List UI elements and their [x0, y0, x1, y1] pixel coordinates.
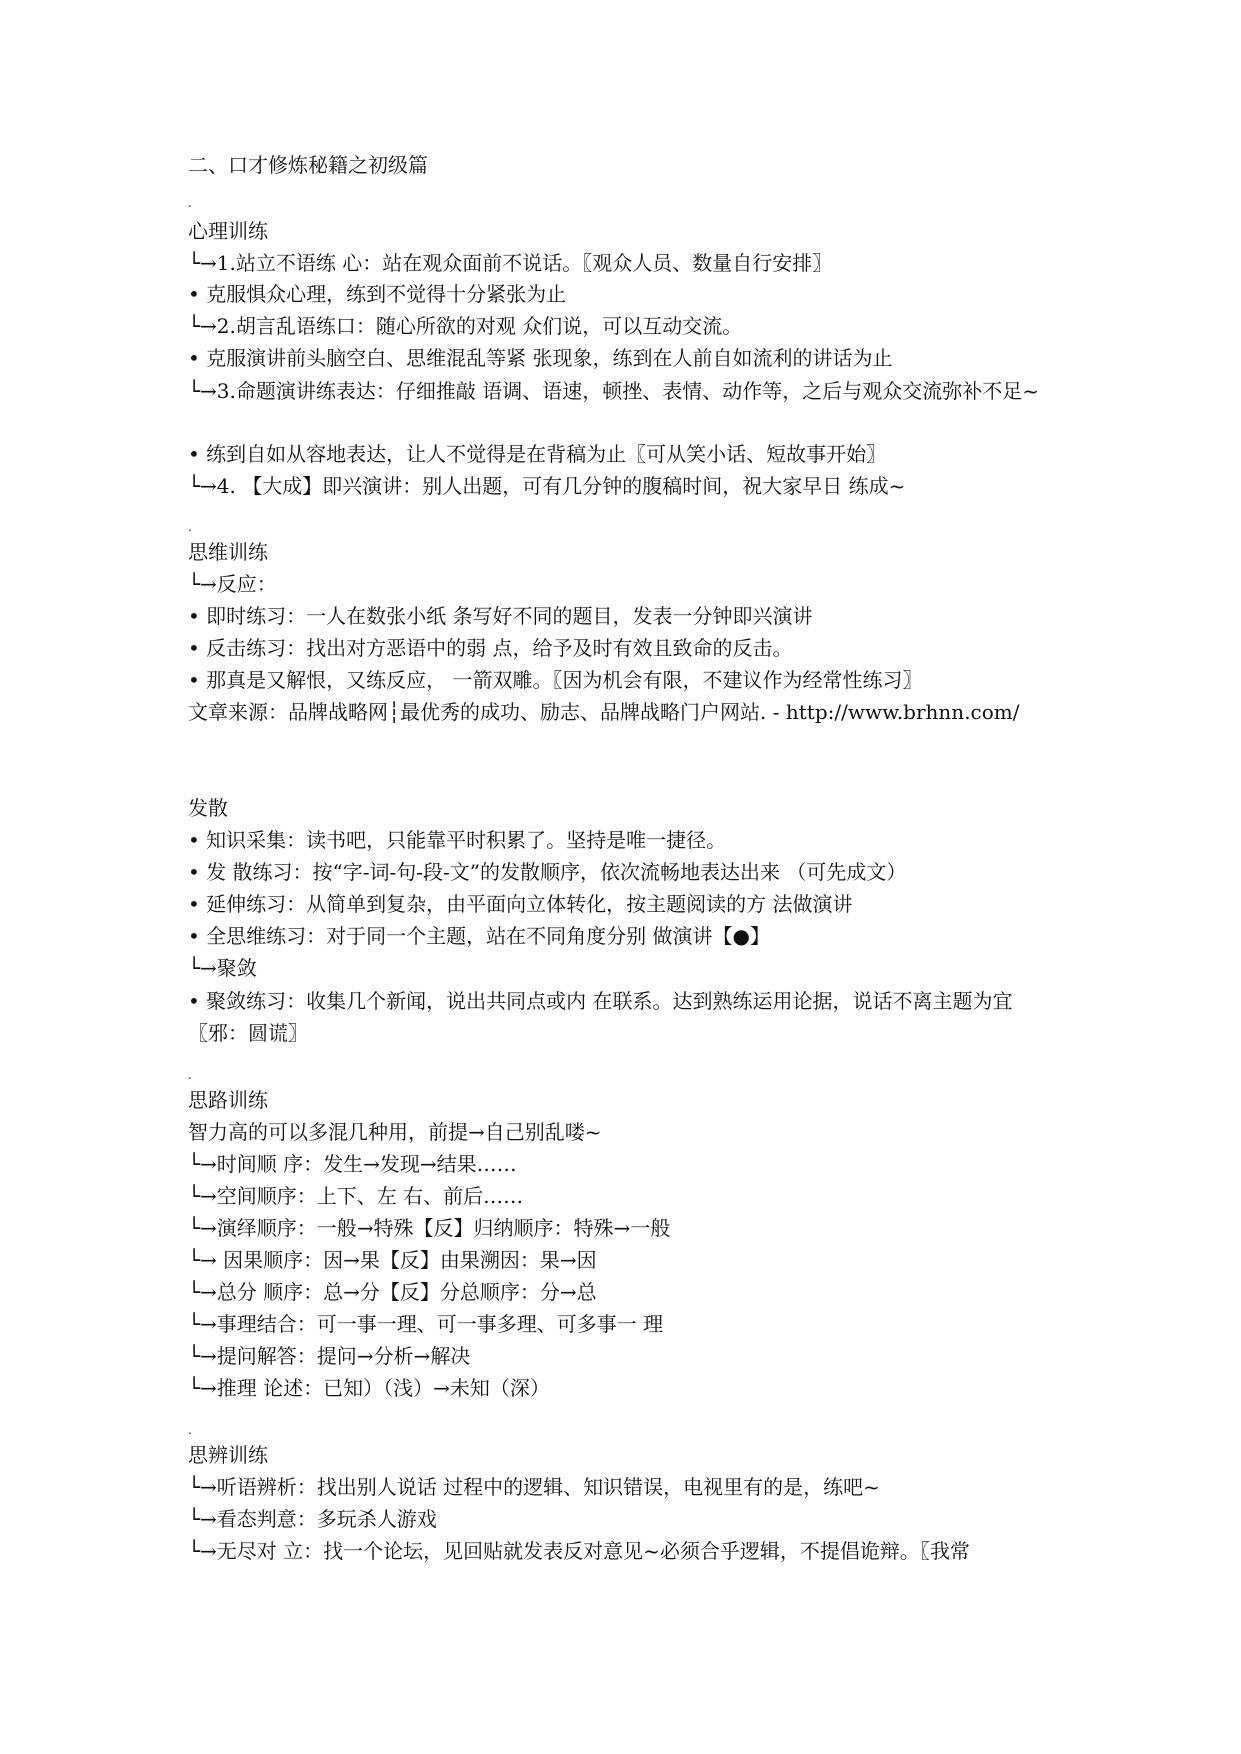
text-line: └→无尽对 立：找一个论坛，见回贴就发表反对意见~必须合乎逻辑，不提倡诡辩。〖我常 — [188, 1539, 970, 1563]
text-line: └→总分 顺序：总→分【反】分总顺序：分→总 — [188, 1280, 597, 1304]
text-line: └→反应： — [188, 572, 277, 596]
heading-logic: 思路训练 — [188, 1088, 268, 1112]
bullet-line: • 克服演讲前头脑空白、思维混乱等紧 张现象，练到在人前自如流利的讲话为止 — [188, 346, 893, 370]
separator-dot: . — [188, 196, 192, 210]
text-line: └→时间顺 序：发生→发现→结果…… — [188, 1152, 517, 1176]
bullet-line: • 发 散练习：按“字-词-句-段-文”的发散顺序，依次流畅地表达出来 （可先成文） — [188, 860, 907, 884]
heading-psychology: 心理训练 — [188, 219, 268, 243]
bullet-line: • 练到自如从容地表达，让人不觉得是在背稿为止〖可从笑小话、短故事开始〗 — [188, 442, 887, 466]
text-line: └→推理 论述：已知）（浅）→未知（深） — [188, 1376, 550, 1400]
separator-dot: . — [188, 1423, 192, 1437]
text-line: └→事理结合：可一事一理、可一事多理、可多事一 理 — [188, 1312, 664, 1336]
text-line: 智力高的可以多混几种用，前提→自己别乱喽~ — [188, 1120, 602, 1144]
bullet-line: • 知识采集：读书吧，只能靠平时积累了。坚持是唯一捷径。 — [188, 828, 727, 852]
section-title: 二、口才修炼秘籍之初级篇 — [188, 153, 428, 177]
text-line: └→3.命题演讲练表达：仔细推敲 语调、语速，顿挫、表情、动作等，之后与观众交流弥补不足~ — [188, 379, 1039, 403]
heading-divergent: 发散 — [188, 796, 228, 820]
source-line: 文章来源：品牌战略网┆最优秀的成功、励志、品牌战略门户网站. - http://www.brhnn.com/ — [188, 700, 1020, 724]
text-line: └→1.站立不语练 心：站在观众面前不说话。〖观众人员、数量自行安排〗 — [188, 251, 833, 275]
bullet-line: • 反击练习：找出对方恶语中的弱 点，给予及时有效且致命的反击。 — [188, 636, 793, 660]
text-line: └→看态判意：多玩杀人游戏 — [188, 1507, 437, 1531]
bullet-line: • 延伸练习：从简单到复杂，由平面向立体转化，按主题阅读的方 法做演讲 — [188, 892, 853, 916]
separator-dot: . — [188, 1068, 192, 1082]
text-line: └→ 因果顺序：因→果【反】由果溯因：果→因 — [188, 1248, 597, 1272]
separator-dot: . — [188, 520, 192, 534]
text-line: └→提问解答：提问→分析→解决 — [188, 1344, 471, 1368]
heading-thinking: 思维训练 — [188, 540, 268, 564]
text-line: └→空间顺序：上下、左 右、前后…… — [188, 1184, 524, 1208]
bullet-line: • 聚敛练习：收集几个新闻，说出共同点或内 在联系。达到熟练运用论据，说话不离主题为宜〖邪：圆谎〗 — [188, 989, 1013, 1045]
bullet-line: • 即时练习：一人在数张小纸 条写好不同的题目，发表一分钟即兴演讲 — [188, 604, 813, 628]
heading-debate: 思辨训练 — [188, 1443, 268, 1467]
text-line: └→聚敛 — [188, 956, 257, 980]
bullet-line: • 克服惧众心理，练到不觉得十分紧张为止 — [188, 282, 567, 306]
text-line: └→演绎顺序：一般→特殊【反】归纳顺序：特殊→一般 — [188, 1216, 671, 1240]
bullet-line: • 那真是又解恨，又练反应， 一箭双雕。〖因为机会有限，不建议作为经常性练习〗 — [188, 668, 923, 692]
text-line: └→听语辨析：找出别人说话 过程中的逻辑、知识错误，电视里有的是，练吧~ — [188, 1475, 880, 1499]
text-line: └→2.胡言乱语练口：随心所欲的对观 众们说，可以互动交流。 — [188, 314, 743, 338]
bullet-line: • 全思维练习：对于同一个主题，站在不同角度分别 做演讲【●】 — [188, 924, 770, 948]
text-line: └→4. 【大成】即兴演讲：别人出题，可有几分钟的腹稿时间，祝大家早日 练成~ — [188, 474, 906, 498]
